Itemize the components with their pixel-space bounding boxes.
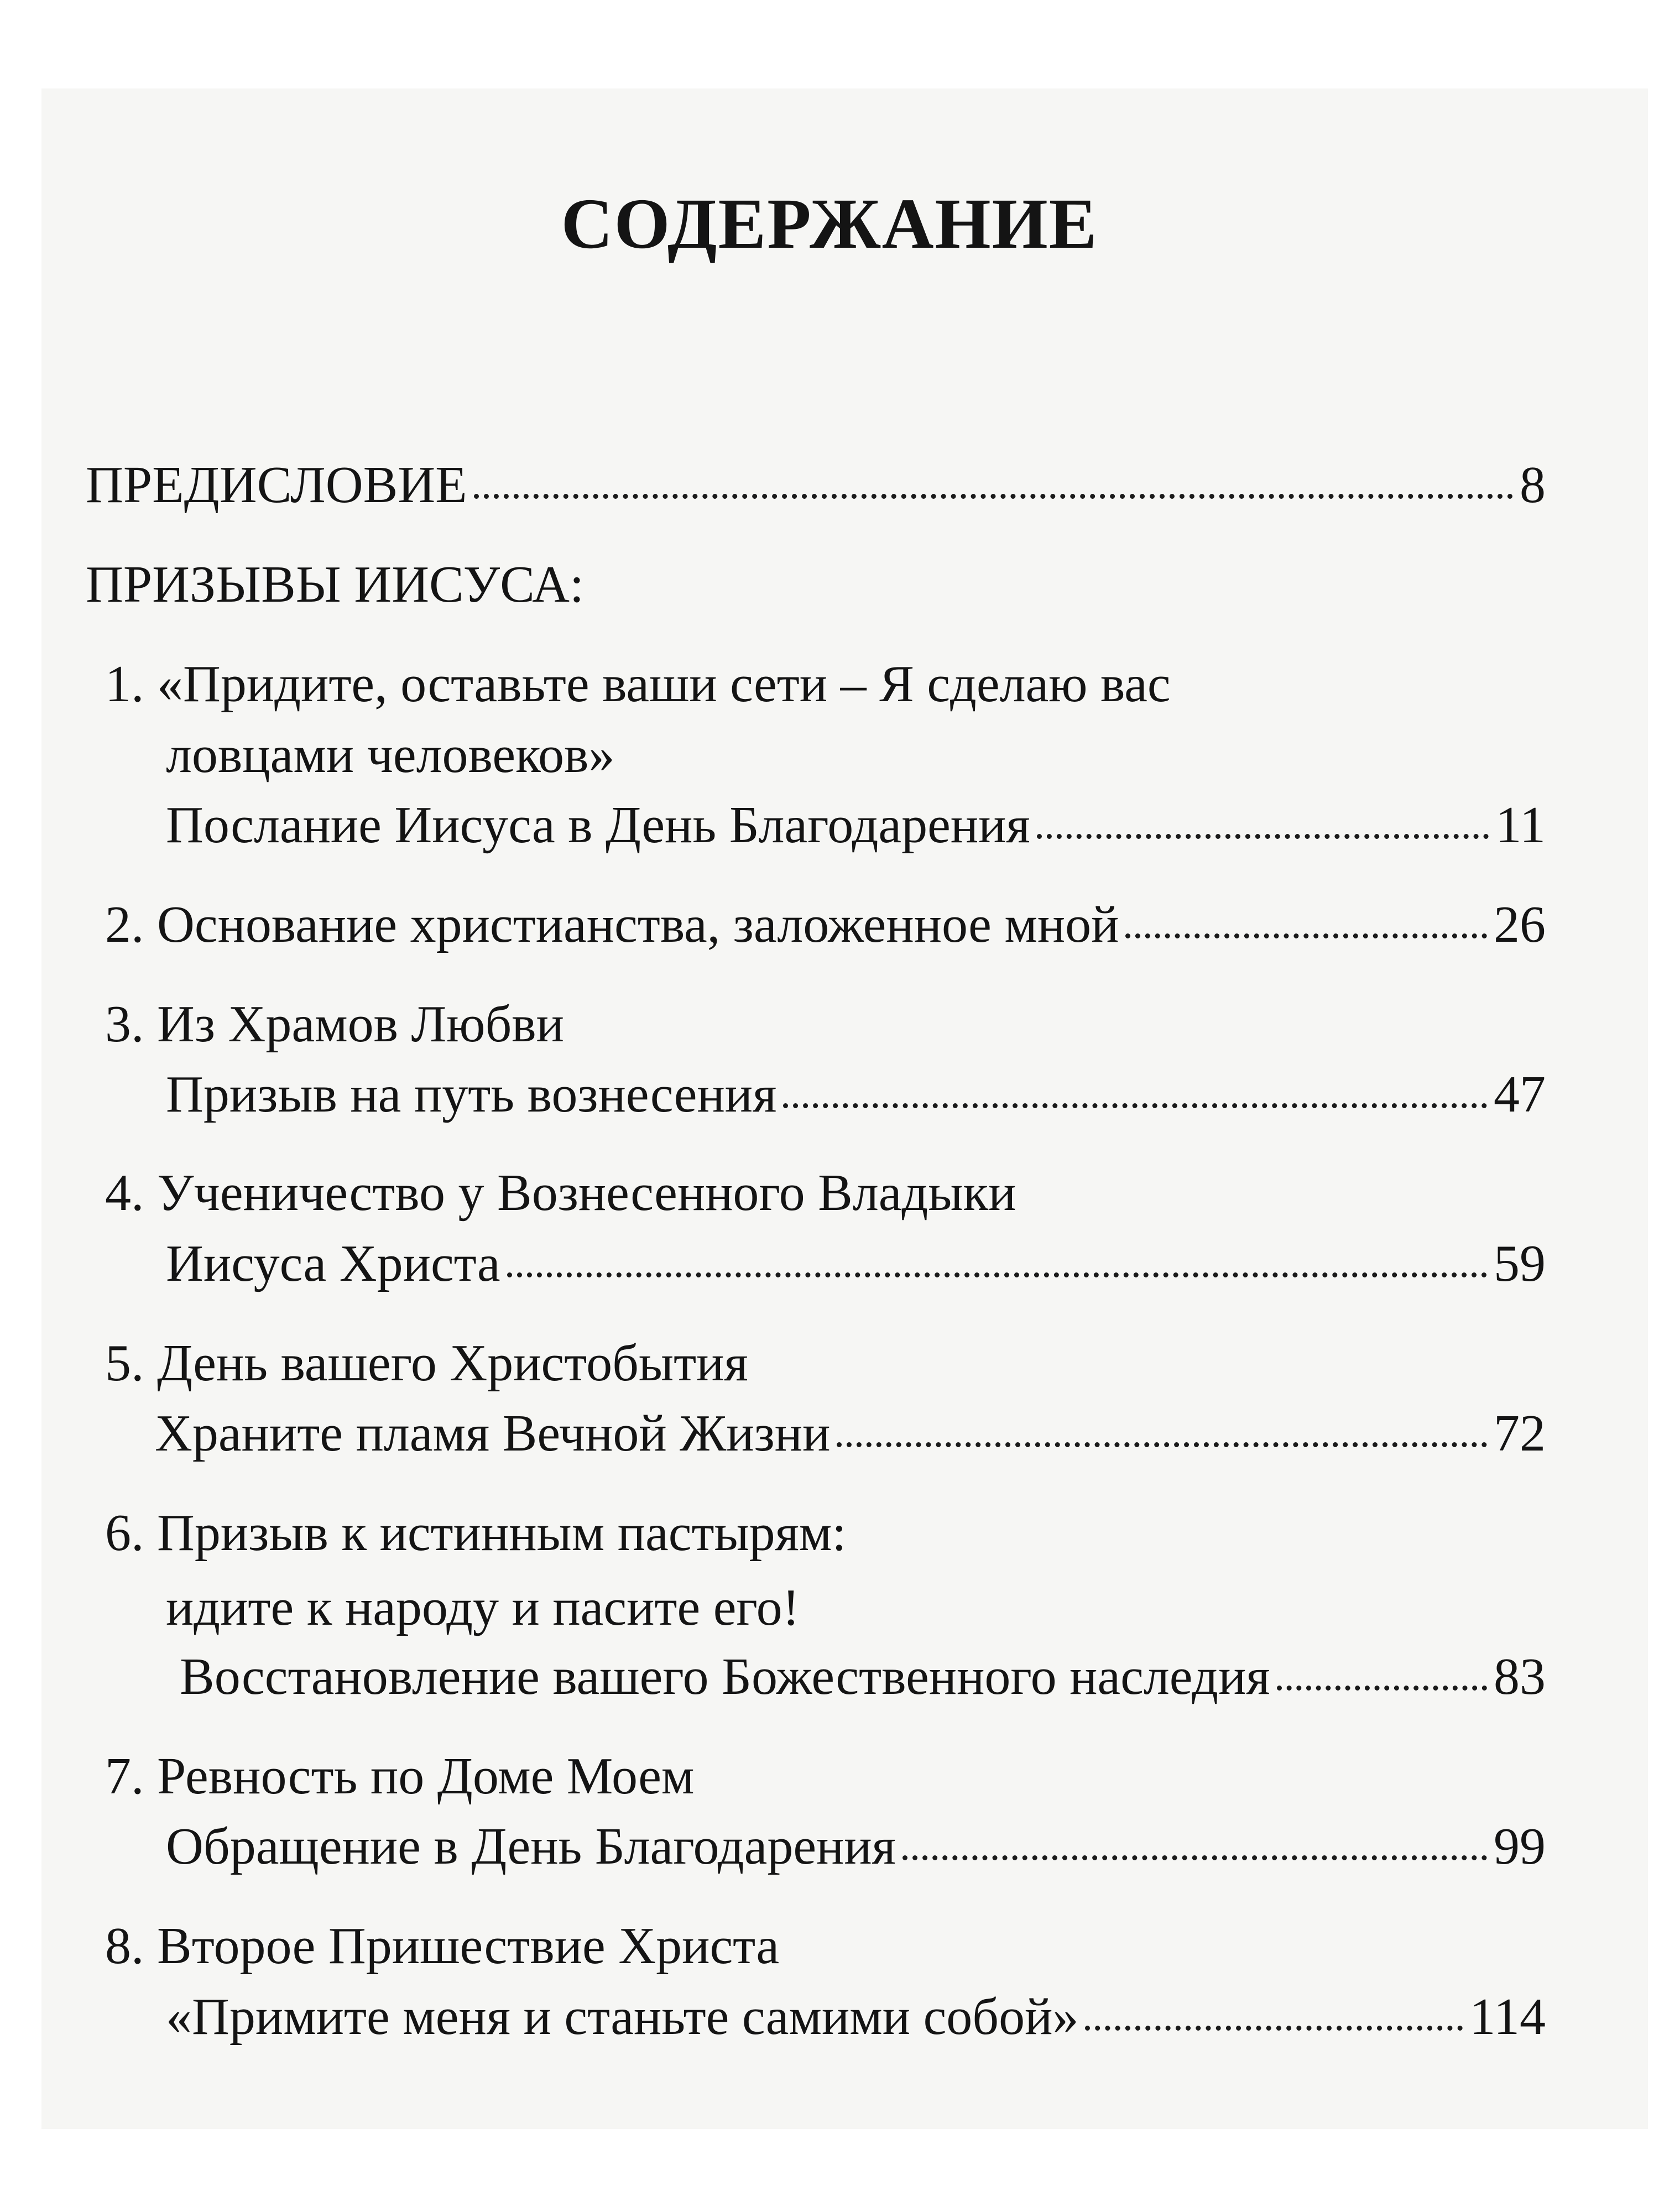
toc-entry-1-title-cont: ловцами человеков» <box>166 726 615 784</box>
toc-page-number: 72 <box>1494 1405 1546 1462</box>
toc-entry-preface <box>86 456 1546 514</box>
toc-entry-6-subtitle <box>180 1648 1546 1705</box>
toc-entry-text: Восстановление вашего Божественного наследия <box>180 1648 1270 1705</box>
toc-entry-text: Послание Иисуса в День Благодарения <box>166 796 1030 854</box>
toc-entry-5-subtitle <box>155 1405 1546 1462</box>
toc-page-number: 26 <box>1494 896 1546 953</box>
toc-entry-5-title: 5. День вашего Христобытия <box>105 1334 748 1392</box>
toc-entry-6-title: 6. Призыв к истинным пастырям: <box>105 1504 847 1562</box>
toc-entry-text: «Примите меня и станьте самими собой» <box>166 1988 1079 2046</box>
dot-leader <box>474 494 1513 499</box>
toc-entry-4-title: 4. Ученичество у Вознесенного Владыки <box>105 1164 1016 1222</box>
dot-leader <box>1125 933 1487 938</box>
toc-entry-8-subtitle <box>166 1988 1546 2046</box>
toc-entry-6-title-cont: идите к народу и пасите его! <box>166 1579 800 1636</box>
toc-entry-7-title: 7. Ревность по Доме Моем <box>105 1747 695 1805</box>
toc-entry-text: ПРЕДИСЛОВИЕ <box>86 456 467 514</box>
toc-entry-text: Призыв на путь вознесения <box>166 1066 777 1123</box>
toc-entry-text: Храните пламя Вечной Жизни <box>155 1405 831 1462</box>
toc-entry-2 <box>105 896 1546 953</box>
dot-leader <box>1037 834 1489 839</box>
dot-leader <box>507 1272 1487 1277</box>
toc-page-number: 47 <box>1494 1066 1546 1123</box>
toc-entry-text: Иисуса Христа <box>166 1235 500 1292</box>
dot-leader <box>837 1442 1487 1447</box>
dot-leader <box>783 1103 1487 1108</box>
toc-entry-text: Обращение в День Благодарения <box>166 1818 896 1875</box>
toc-entry-3-title: 3. Из Храмов Любви <box>105 995 564 1053</box>
toc-entry-1-subtitle <box>166 796 1546 854</box>
dot-leader <box>902 1855 1487 1860</box>
toc-section-heading: ПРИЗЫВЫ ИИСУСА: <box>86 556 585 613</box>
toc-entry-3-subtitle <box>166 1066 1546 1123</box>
toc-entry-text: 2. Основание христианства, заложенное мной <box>105 896 1119 953</box>
toc-page-number: 83 <box>1494 1648 1546 1705</box>
toc-entry-7-subtitle <box>166 1818 1546 1875</box>
toc-entry-8-title: 8. Второе Пришествие Христа <box>105 1917 780 1975</box>
toc-page-number: 99 <box>1494 1818 1546 1875</box>
dot-leader <box>1085 2026 1463 2031</box>
page-title: СОДЕРЖАНИЕ <box>561 184 1098 264</box>
toc-page-number: 8 <box>1520 456 1546 514</box>
toc-page-number: 59 <box>1494 1235 1546 1292</box>
toc-page-number: 11 <box>1495 796 1546 854</box>
toc-page-number: 114 <box>1469 1988 1546 2046</box>
dot-leader <box>1277 1686 1487 1691</box>
toc-entry-4-subtitle <box>166 1235 1546 1292</box>
toc-entry-1-title: 1. «Придите, оставьте ваши сети – Я сделаю вас <box>105 655 1171 713</box>
